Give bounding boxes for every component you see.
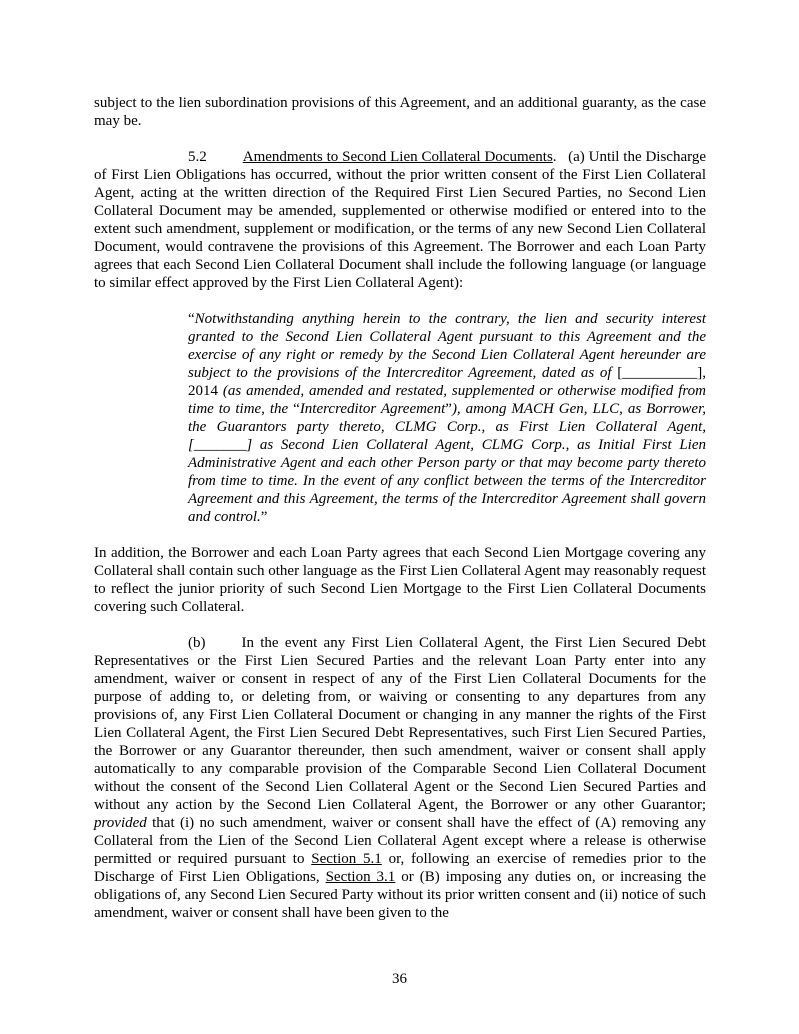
quote-part-1: Notwithstanding anything herein to the contrary, the lien and security interest granted to the Second Lien Collateral Agent pursuant to this Agreement and the exercise of any right or remedy by the Second Lien Collateral Agent hereunder are subject to the provisions of the Intercreditor Agreement, dated as of [188, 311, 706, 381]
section-number: 5.2 [188, 149, 207, 165]
provided-term: provided [94, 815, 147, 831]
clause-a-text: Until the Discharge of First Lien Obligations has occurred, without the prior written consent of the First Lien Collateral Agent, acting at the written direction of the Required First Lien Secured Parties, no Second Lien Collateral Document may be amended, supplemented or otherwise modified or entered into to the extent such amendment, supplement or modification, or the terms of any new Second Lien Collateral Document, would contravene the provisions of this Agreement. The Borrower and each Loan Party agrees that each Second Lien Collateral Document shall include the following language (or language to similar effect approved by the First Lien Collateral Agent): [94, 149, 707, 291]
carryover-paragraph: subject to the lien subordination provisions of this Agreement, and an additional guaranty, as the case may be. [94, 95, 706, 129]
quote-date-blank: [__________], 2014 [188, 365, 706, 399]
section-heading: Amendments to Second Lien Collateral Documents [242, 149, 553, 165]
defined-term-close: ” [445, 401, 452, 417]
defined-term: Intercreditor Agreement [299, 401, 446, 417]
clause-b-paragraph [94, 634, 706, 922]
addition-paragraph: In addition, the Borrower and each Loan Party agrees that each Second Lien Mortgage covering any Collateral shall contain such other language as the First Lien Collateral Agent may reasonably request to reflect the junior priority of such Second Lien Mortgage to the First Lien Collateral Documents covering such Collateral. [94, 545, 706, 615]
section-3-1-reference: Section 3.1 [325, 869, 396, 885]
clause-b-text-2: that (i) no such amendment, waiver or consent shall have the effect of (A) removing any Collateral from the Lien of the Second Lien Collateral Agent except where a release is otherwise permitted or required pursuant to [94, 815, 706, 867]
document-page [94, 94, 706, 922]
quote-open-mark: “ [188, 311, 195, 327]
section-heading-punct: . [552, 149, 557, 165]
clause-b-text-4: or (B) imposing any duties on, or increasing the obligations of, any Second Lien Secured Party without its prior written consent and (ii) notice of such amendment, waiver or consent shall have been given to the [94, 869, 707, 921]
section-5-2-paragraph [94, 148, 706, 292]
quote-part-3: ), among MACH Gen, LLC, as Borrower, the Guarantors party thereto, CLMG Corp., as First Lien Collateral Agent, [_______] as Second Lien Collateral Agent, CLMG Corp., as Initial First Lien Administrative Agent and each other Person party or that may become party thereto from time to time. In the event of any conflict between the terms of the Intercreditor Agreement and this Agreement, the terms of the Intercreditor Agreement shall govern and control. [188, 401, 706, 525]
clause-a-label: (a) [568, 149, 585, 165]
clause-b-label: (b) [188, 635, 206, 651]
quote-part-2: (as amended, amended and restated, supplemented or otherwise modified from time to time, the [188, 383, 706, 417]
clause-b-text-3: or, following an exercise of remedies prior to the Discharge of First Lien Obligations, [94, 851, 706, 885]
section-5-1-reference: Section 5.1 [311, 851, 382, 867]
clause-b-text-1: In the event any First Lien Collateral Agent, the First Lien Secured Debt Representatives or the First Lien Secured Parties and the relevant Loan Party enter into any amendment, waiver or consent in respect of any of the First Lien Collateral Documents for the purpose of adding to, or deleting from, or waiving or consenting to any departures from any provisions of, any First Lien Collateral Document or changing in any manner the rights of the First Lien Collateral Agent, the First Lien Secured Debt Representatives, such First Lien Secured Parties, the Borrower or any Guarantor thereunder, then such amendment, waiver or consent shall apply automatically to any comparable provision of the Comparable Second Lien Collateral Document without the consent of the Second Lien Collateral Agent or the Second Lien Secured Parties and without any action by the Second Lien Collateral Agent, the Borrower or any other Guarantor; [94, 635, 706, 813]
page-number: 36 [392, 971, 407, 987]
defined-term-open: “ [293, 401, 300, 417]
quote-close-mark: ” [260, 509, 268, 525]
required-language-quote [188, 310, 706, 526]
